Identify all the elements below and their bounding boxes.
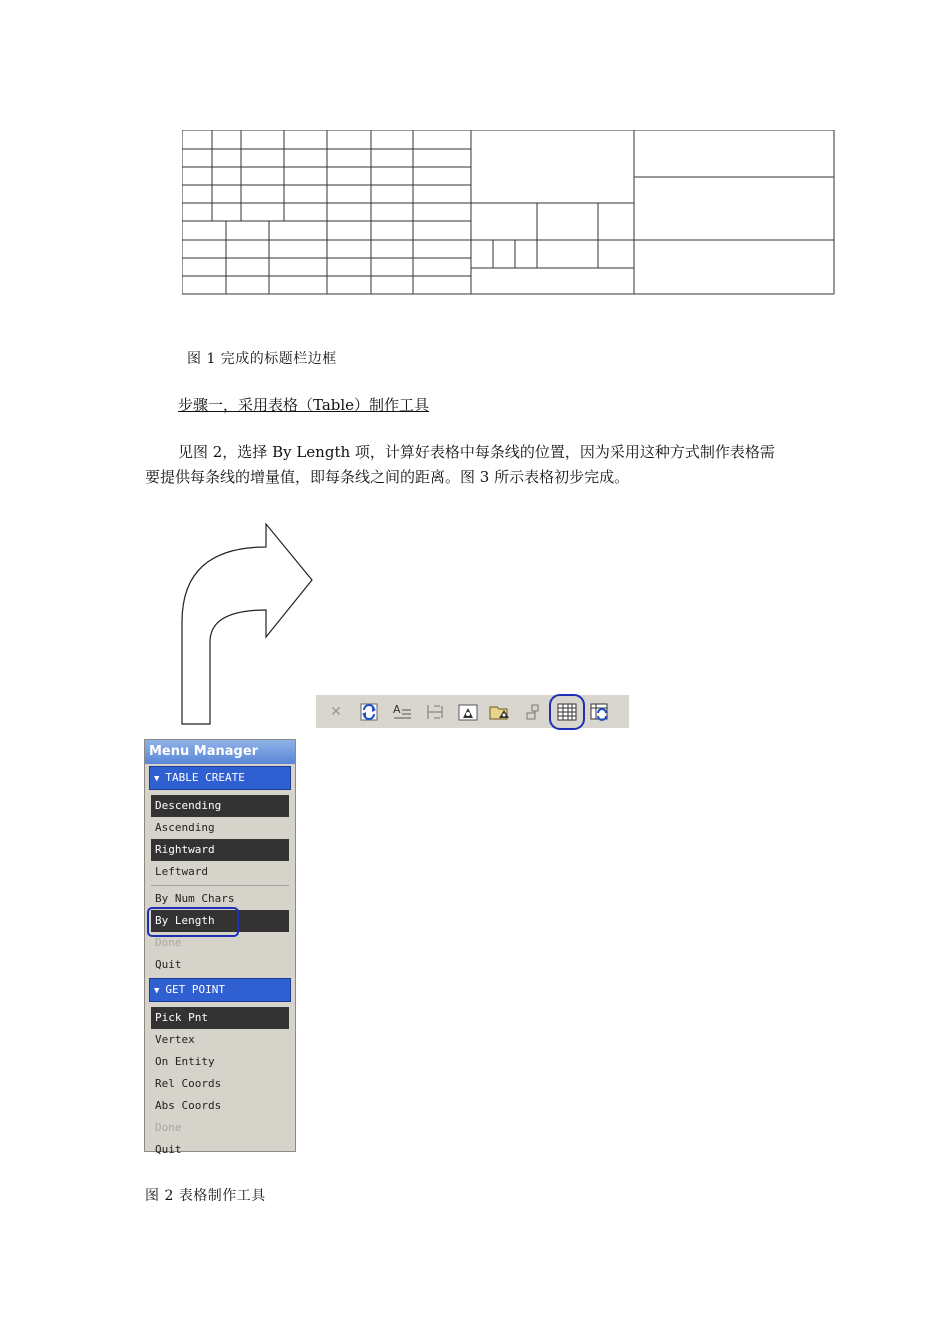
symbol-icon[interactable] [522, 700, 546, 724]
close-icon[interactable]: ✕ [330, 703, 342, 720]
menu-item-quit[interactable]: Quit [155, 958, 182, 971]
get-point-section[interactable] [149, 978, 291, 1002]
menu-manager-panel [144, 739, 296, 1156]
toolbar [316, 695, 629, 728]
dimension-icon[interactable] [423, 700, 447, 724]
figure1-caption: 图 1 完成的标题栏边框 [187, 351, 337, 367]
table-icon[interactable] [555, 700, 579, 724]
menu-item-leftward[interactable]: Leftward [155, 865, 208, 878]
table-create-section[interactable] [149, 766, 291, 790]
menu-item-descending[interactable]: Descending [151, 795, 289, 817]
menu-item-on-entity[interactable]: On Entity [155, 1055, 215, 1068]
paragraph-line1: 见图 2，选择 By Length 项，计算好表格中每条线的位置，因为采用这种方式制作表格需 [178, 443, 775, 461]
datum-plane-icon[interactable] [456, 700, 480, 724]
regenerate-icon[interactable] [357, 700, 381, 724]
menu-item-ascending[interactable]: Ascending [155, 821, 215, 834]
divider [151, 885, 289, 886]
menu-item-vertex[interactable]: Vertex [155, 1033, 195, 1046]
menu-item-quit[interactable]: Quit [155, 1143, 182, 1156]
menu-item-rel-coords[interactable]: Rel Coords [155, 1077, 222, 1090]
open-folder-icon[interactable] [489, 700, 513, 724]
section-label: TABLE CREATE [165, 771, 245, 784]
paragraph-line2: 要提供每条线的增量值，即每条线之间的距离。图 3 所示表格初步完成。 [145, 468, 630, 486]
svg-text:A: A [393, 702, 401, 716]
menu-item-rightward[interactable]: Rightward [151, 839, 289, 861]
title-block-drawing [182, 130, 835, 295]
text-style-icon[interactable] [390, 700, 414, 724]
menu-item-by-num-chars[interactable]: By Num Chars [155, 892, 235, 905]
menu-item-by-length[interactable]: By Length [151, 910, 289, 932]
menu-item-done: Done [155, 1121, 182, 1134]
step1-heading: 步骤一，采用表格（Table）制作工具 [178, 396, 430, 414]
figure2-caption: 图 2 表格制作工具 [145, 1188, 266, 1204]
menu-item-pick-pnt[interactable]: Pick Pnt [151, 1007, 289, 1029]
curved-arrow-icon [180, 522, 315, 727]
menu-manager-title: Menu Manager [145, 740, 295, 764]
menu-item-abs-coords[interactable]: Abs Coords [155, 1099, 222, 1112]
triangle-down-icon: ▼ [154, 986, 160, 996]
triangle-down-icon: ▼ [154, 774, 160, 784]
menu-item-done: Done [155, 936, 182, 949]
table-regenerate-icon[interactable] [588, 700, 612, 724]
section-label: GET POINT [165, 983, 226, 996]
